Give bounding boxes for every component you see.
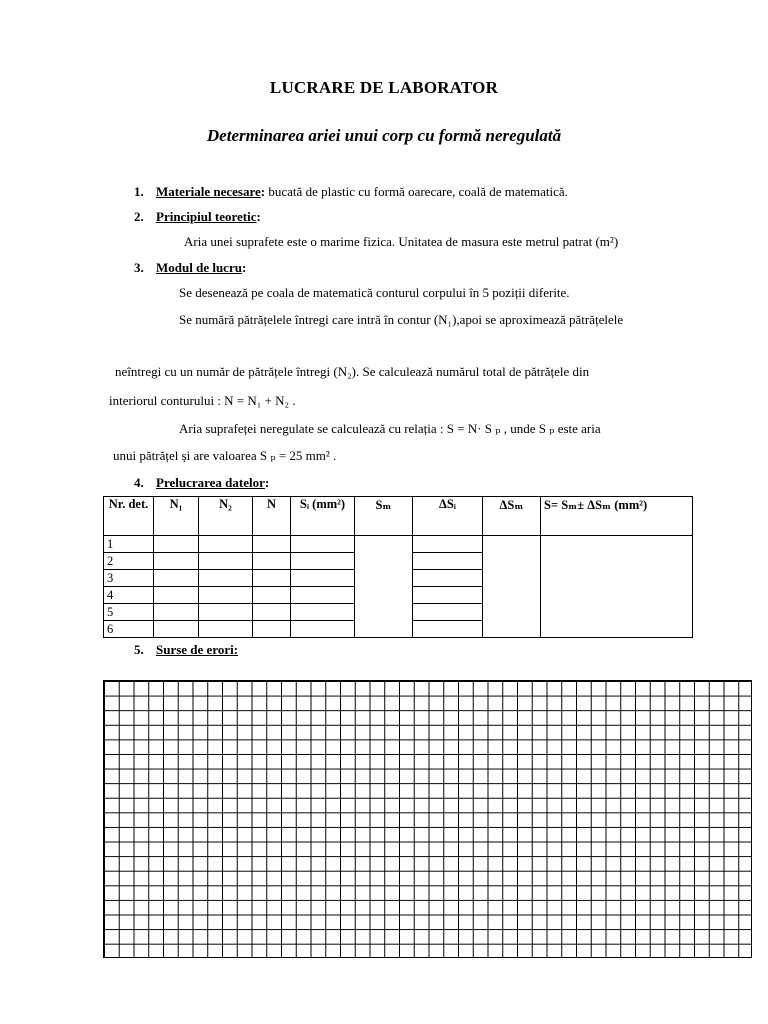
cell-si[interactable] — [291, 553, 355, 570]
col-header: N₂ — [199, 497, 253, 536]
cell-n1[interactable] — [154, 587, 199, 604]
procedure-line: Aria suprafeței neregulate se calculează cu relația : S = N· S ₚ , unde S ₚ este aria — [179, 421, 601, 436]
section-number: 3. — [134, 260, 144, 275]
section-text: bucată de plastic cu formă oarecare, coală de matematică. — [268, 184, 568, 199]
cell-si[interactable] — [291, 621, 355, 638]
col-header: N — [253, 497, 291, 536]
cell-n2[interactable] — [199, 570, 253, 587]
section-heading: Principiul teoretic — [156, 209, 257, 224]
page-title: LUCRARE DE LABORATOR — [269, 78, 499, 97]
section-number: 1. — [134, 184, 144, 199]
cell-n[interactable] — [253, 604, 291, 621]
col-header: ΔSᵢ — [413, 497, 483, 536]
cell-dsi[interactable] — [413, 553, 483, 570]
section-3: 3. Modul de lucru: — [134, 260, 247, 275]
procedure-line: Se desenează pe coala de matematică conturul corpului în 5 poziții diferite. — [179, 285, 570, 300]
cell-n2[interactable] — [199, 553, 253, 570]
col-header: Sᵢ (mm²) — [291, 497, 355, 536]
cell-n[interactable] — [253, 570, 291, 587]
row-number: 4 — [104, 587, 154, 604]
cell-si[interactable] — [291, 536, 355, 553]
col-header: Sₘ — [355, 497, 413, 536]
cell-n[interactable] — [253, 587, 291, 604]
section-5 — [134, 642, 238, 658]
col-header: N₁ — [154, 497, 199, 536]
cell-dsi[interactable] — [413, 570, 483, 587]
section-number: 4. — [134, 475, 144, 490]
row-number: 5 — [104, 604, 154, 621]
row-number: 6 — [104, 621, 154, 638]
page-subtitle: Determinarea ariei unui corp cu formă neregulată — [206, 126, 562, 145]
cell-si[interactable] — [291, 587, 355, 604]
row-number: 2 — [104, 553, 154, 570]
cell-n2[interactable] — [199, 536, 253, 553]
graph-paper-grid[interactable] — [103, 680, 752, 958]
row-number: 1 — [104, 536, 154, 553]
col-header: ΔSₘ — [483, 497, 541, 536]
procedure-line: interiorul conturului : N = N₁ + N₂ . — [109, 393, 296, 408]
procedure-line: unui pătrățel și are valoarea S ₚ = 25 mm² . — [113, 448, 337, 463]
cell-result[interactable] — [541, 536, 693, 638]
cell-n[interactable] — [253, 621, 291, 638]
section-heading: Modul de lucru — [156, 260, 242, 275]
section-number: 2. — [134, 209, 144, 224]
section-number: 5. — [134, 642, 144, 657]
table-header-row — [104, 497, 693, 536]
cell-n1[interactable] — [154, 621, 199, 638]
procedure-line: Se numără pătrățelele întregi care intră în contur (N₁),apoi se aproximează pătrățelele — [179, 312, 624, 327]
procedure-line: neîntregi cu un număr de pătrățele întregi (N₂). Se calculează numărul total de pătrățele din — [115, 364, 590, 379]
col-header: S= Sₘ± ΔSₘ (mm²) — [541, 497, 693, 536]
section-1: 1. Materiale necesare: bucată de plastic cu formă oarecare, coală de matematică. — [134, 184, 568, 199]
section-heading: Surse de erori: — [156, 642, 239, 657]
cell-n[interactable] — [253, 553, 291, 570]
data-table — [103, 496, 693, 638]
cell-sm[interactable] — [355, 536, 413, 638]
section-heading: Materiale necesare — [156, 184, 261, 199]
cell-si[interactable] — [291, 604, 355, 621]
cell-dsi[interactable] — [413, 604, 483, 621]
cell-si[interactable] — [291, 570, 355, 587]
section-heading: Prelucrarea datelor — [156, 475, 265, 490]
cell-dsi[interactable] — [413, 621, 483, 638]
col-header: Nr. det. — [104, 497, 154, 536]
cell-n1[interactable] — [154, 570, 199, 587]
cell-dsi[interactable] — [413, 587, 483, 604]
section-2-text: Aria unei suprafete este o marime fizica. Unitatea de masura este metrul patrat (m²) — [184, 234, 619, 249]
section-4: 4. Prelucrarea datelor: — [134, 475, 270, 490]
cell-n1[interactable] — [154, 536, 199, 553]
table-row — [104, 536, 693, 553]
cell-n2[interactable] — [199, 604, 253, 621]
cell-n1[interactable] — [154, 553, 199, 570]
cell-n2[interactable] — [199, 587, 253, 604]
section-2: 2. Principiul teoretic: — [134, 209, 261, 224]
cell-dsi[interactable] — [413, 536, 483, 553]
cell-n2[interactable] — [199, 621, 253, 638]
cell-n[interactable] — [253, 536, 291, 553]
cell-dsm[interactable] — [483, 536, 541, 638]
row-number: 3 — [104, 570, 154, 587]
cell-n1[interactable] — [154, 604, 199, 621]
